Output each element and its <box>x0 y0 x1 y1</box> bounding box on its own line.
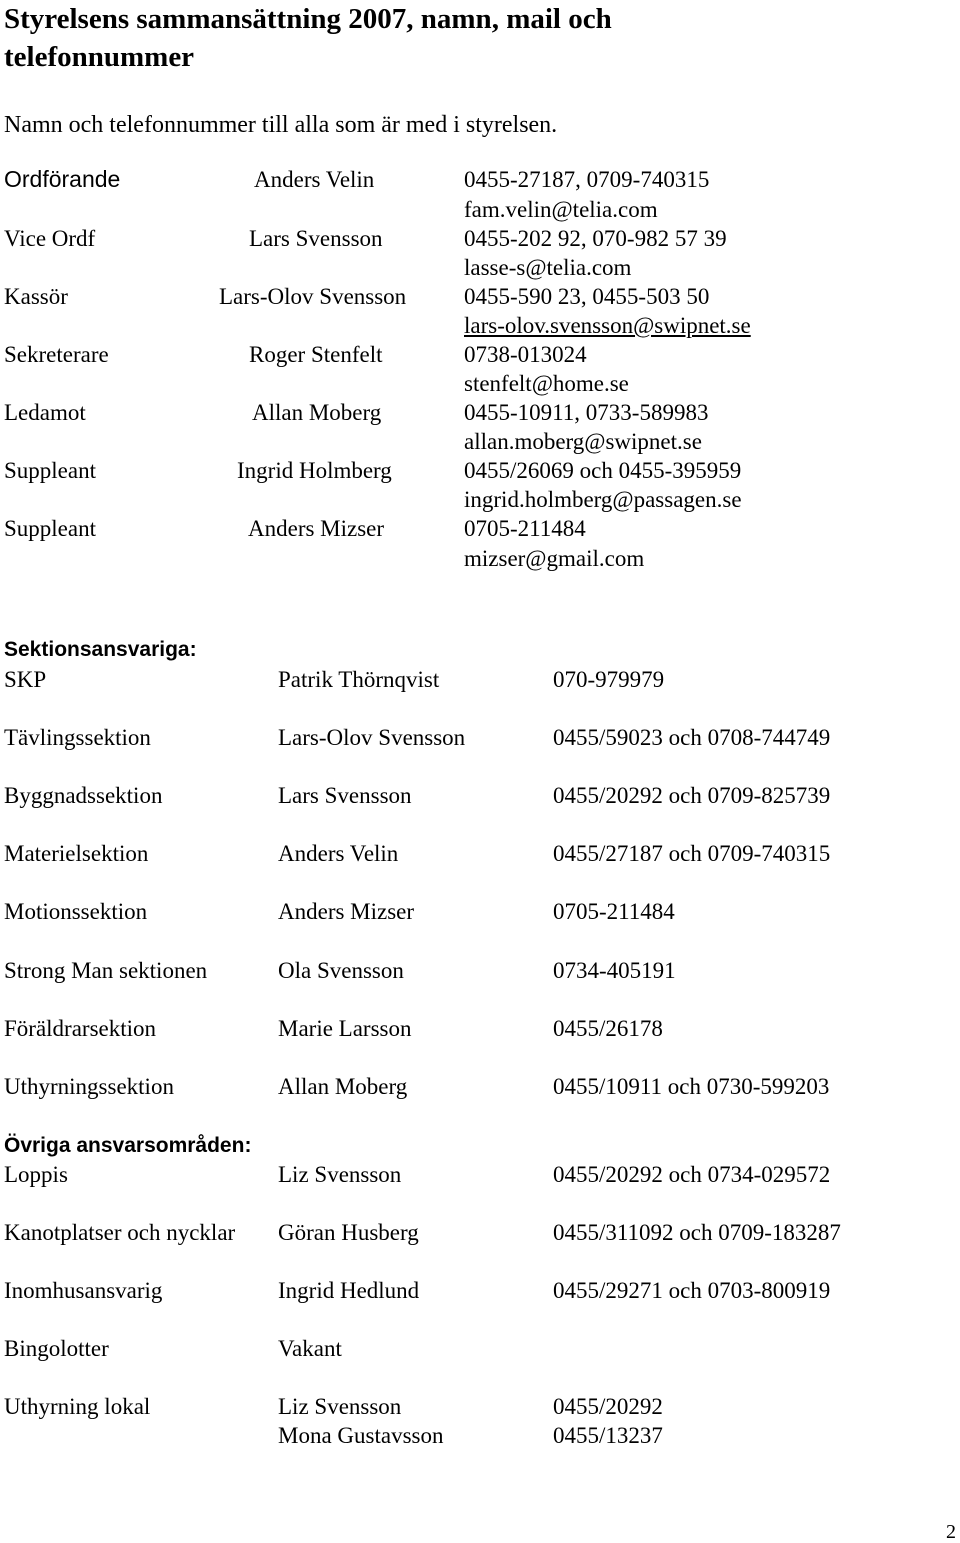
other-person: Ingrid Hedlund <box>278 1278 420 1303</box>
section-name: Materielsektion <box>4 841 149 866</box>
board-name: Ingrid Holmberg <box>237 458 392 483</box>
section-phone: 0705-211484 <box>553 899 675 924</box>
other-phone: 0455/20292 och 0734-029572 <box>553 1162 831 1187</box>
board-role: Vice Ordf <box>4 226 96 251</box>
section-person: Lars-Olov Svensson <box>278 725 466 750</box>
other-area: Inomhusansvarig <box>4 1278 163 1303</box>
board-phone: 0455-10911, 0733-589983 <box>464 400 709 425</box>
section-phone: 0455/59023 och 0708-744749 <box>553 725 831 750</box>
sections-heading: Sektionsansvariga: <box>4 638 197 661</box>
section-phone: 0455/10911 och 0730-599203 <box>553 1074 830 1099</box>
other-phone: 0455/29271 och 0703-800919 <box>553 1278 831 1303</box>
section-person: Patrik Thörnqvist <box>278 667 440 692</box>
board-email[interactable]: lars-olov.svensson@swipnet.se <box>464 313 751 338</box>
board-name: Anders Mizser <box>248 516 385 541</box>
other-person: Göran Husberg <box>278 1220 419 1245</box>
board-name: Allan Moberg <box>252 400 382 425</box>
section-person: Marie Larsson <box>278 1016 412 1041</box>
other-phone: 0455/311092 och 0709-183287 <box>553 1220 841 1245</box>
board-role: Suppleant <box>4 516 96 541</box>
section-name: Tävlingssektion <box>4 725 151 750</box>
board-phone: 0455-27187, 0709-740315 <box>464 167 710 192</box>
other-area: Uthyrning lokal <box>4 1394 151 1419</box>
other-phone: 0455/20292 <box>553 1394 663 1419</box>
intro-text: Namn och telefonnummer till alla som är med i styrelsen. <box>4 112 558 138</box>
other-person-secondary: Mona Gustavsson <box>278 1423 444 1448</box>
board-email: lasse-s@telia.com <box>464 255 632 280</box>
section-person: Anders Mizser <box>278 899 415 924</box>
board-role: Ordförande <box>4 166 121 192</box>
page-title: Styrelsens sammansättning 2007, namn, mail och telefonnummer <box>4 3 612 73</box>
board-role: Ledamot <box>4 400 86 425</box>
other-area: Loppis <box>4 1162 68 1187</box>
section-phone: 0734-405191 <box>553 958 676 983</box>
section-phone: 0455/26178 <box>553 1016 663 1041</box>
other-heading: Övriga ansvarsområden: <box>4 1134 252 1157</box>
board-phone: 0705-211484 <box>464 516 586 541</box>
section-name: Byggnadssektion <box>4 783 163 808</box>
board-name: Lars-Olov Svensson <box>219 284 407 309</box>
board-role: Sekreterare <box>4 342 109 367</box>
board-role: Suppleant <box>4 458 96 483</box>
board-email: ingrid.holmberg@passagen.se <box>464 487 742 512</box>
board-phone: 0455/26069 och 0455-395959 <box>464 458 742 483</box>
section-person: Lars Svensson <box>278 783 412 808</box>
section-name: SKP <box>4 667 47 692</box>
section-person: Allan Moberg <box>278 1074 408 1099</box>
section-name: Motionssektion <box>4 899 148 924</box>
board-phone: 0455-202 92, 070-982 57 39 <box>464 226 727 251</box>
page-number: 2 <box>946 1521 956 1543</box>
section-name: Strong Man sektionen <box>4 958 208 983</box>
section-phone: 070-979979 <box>553 667 665 692</box>
other-person: Vakant <box>278 1336 342 1361</box>
board-name: Lars Svensson <box>249 226 383 251</box>
section-name: Föräldrarsektion <box>4 1016 157 1041</box>
board-role: Kassör <box>4 284 68 309</box>
other-person: Liz Svensson <box>278 1394 402 1419</box>
board-email: stenfelt@home.se <box>464 371 629 396</box>
board-email: allan.moberg@swipnet.se <box>464 429 702 454</box>
board-email: fam.velin@telia.com <box>464 197 658 222</box>
other-area: Kanotplatser och nycklar <box>4 1220 236 1245</box>
other-person: Liz Svensson <box>278 1162 402 1187</box>
board-phone: 0455-590 23, 0455-503 50 <box>464 284 710 309</box>
section-phone: 0455/27187 och 0709-740315 <box>553 841 831 866</box>
board-phone: 0738-013024 <box>464 342 587 367</box>
section-name: Uthyrningssektion <box>4 1074 174 1099</box>
other-phone-secondary: 0455/13237 <box>553 1423 663 1448</box>
section-phone: 0455/20292 och 0709-825739 <box>553 783 831 808</box>
section-person: Ola Svensson <box>278 958 404 983</box>
board-name: Anders Velin <box>254 167 375 192</box>
board-email: mizser@gmail.com <box>464 546 645 571</box>
other-area: Bingolotter <box>4 1336 109 1361</box>
section-person: Anders Velin <box>278 841 399 866</box>
board-name: Roger Stenfelt <box>249 342 383 367</box>
